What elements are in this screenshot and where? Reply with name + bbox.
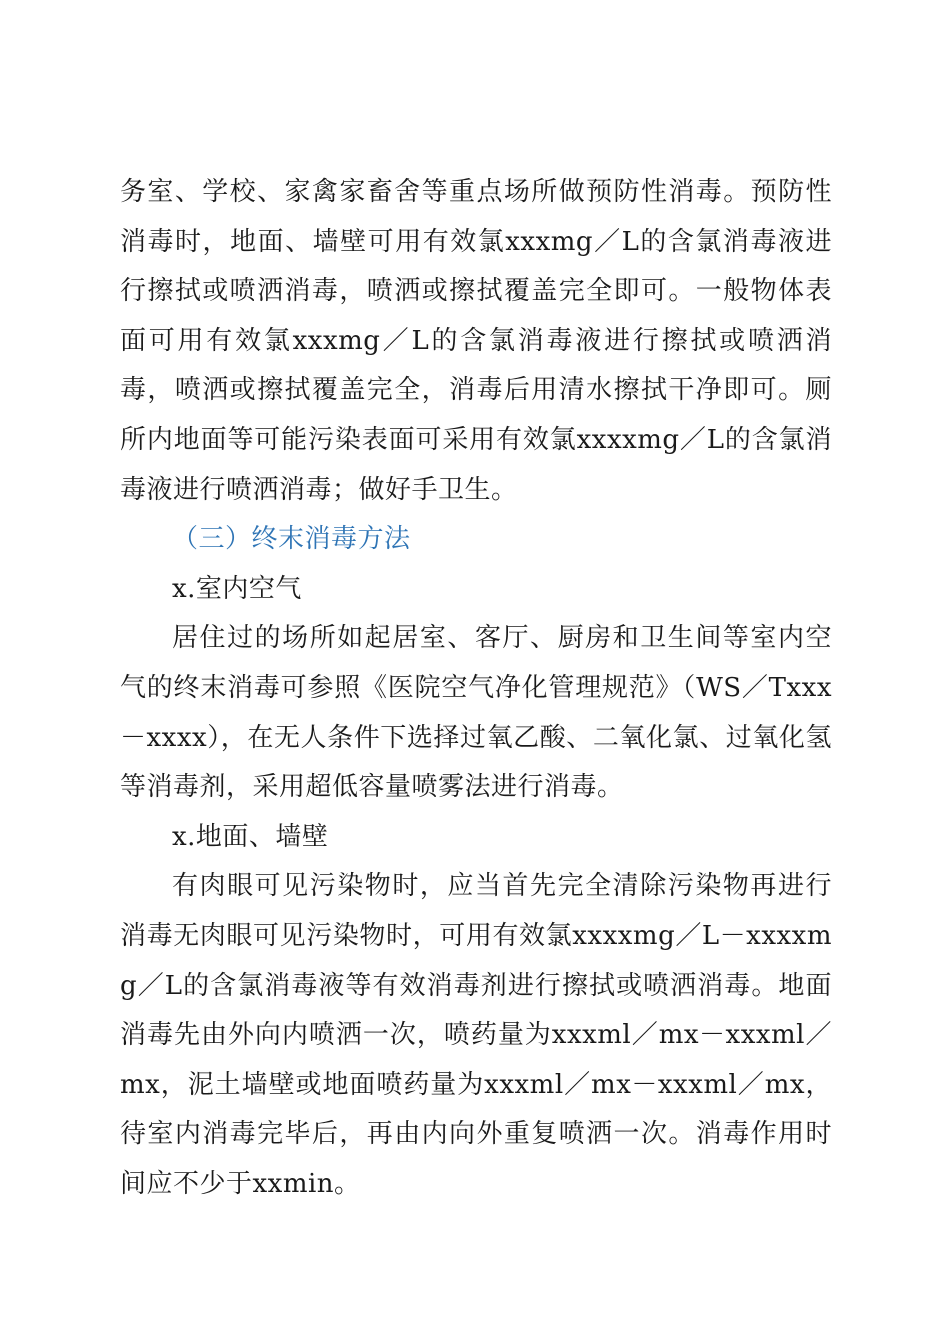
paragraph-floor-wall: 有肉眼可见污染物时，应当首先完全清除污染物再进行消毒无肉眼可见污染物时，可用有效氯xxxxmg／L－xxxxmg／L的含氯消毒液等有效消毒剂进行擦拭或喷洒消毒。地面消毒先由外向内喷洒一次，喷药量为xxxml／mx－xxxml／mx，泥土墙壁或地面喷药量为xxxml／mx－xxxml／mx，待室内消毒完毕后，再由内向外重复喷洒一次。消毒作用时间应不少于xxmin。	[120, 871, 832, 1199]
document-page	[120, 168, 832, 1209]
section-heading-terminal-disinfection: （三）终末消毒方法	[172, 524, 411, 555]
paragraph-indoor-air: 居住过的场所如起居室、客厅、厨房和卫生间等室内空气的终末消毒可参照《医院空气净化管理规范》（WS／Txxx－xxxx），在无人条件下选择过氧乙酸、二氧化氯、过氧化氢等消毒剂，采用超低容量喷雾法进行消毒。	[120, 623, 832, 803]
subheading-indoor-air: x.室内空气	[172, 573, 302, 604]
subheading-floor-wall: x.地面、墙壁	[172, 821, 329, 852]
paragraph-preventive-disinfection: 务室、学校、家禽家畜舍等重点场所做预防性消毒。预防性消毒时，地面、墙壁可用有效氯xxxmg／L的含氯消毒液进行擦拭或喷洒消毒，喷洒或擦拭覆盖完全即可。一般物体表面可用有效氯xxxmg／L的含氯消毒液进行擦拭或喷洒消毒，喷洒或擦拭覆盖完全，消毒后用清水擦拭干净即可。厕所内地面等可能污染表面可采用有效氯xxxxmg／L的含氯消毒液进行喷洒消毒；做好手卫生。	[120, 177, 832, 505]
